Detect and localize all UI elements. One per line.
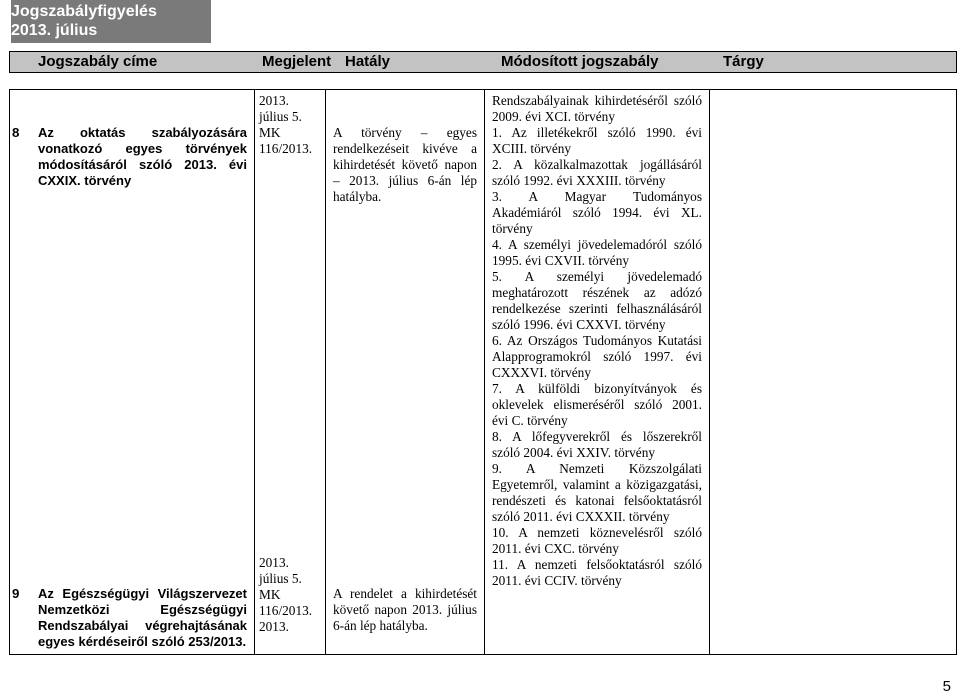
row-effect: A törvény – egyes rendelkezéseit kivéve a kihirdetését követő napon – 2013. július 6-án lép hatályba. [333,125,477,204]
header-amended: Módosított jogszabály [501,53,659,70]
header-subject: Tárgy [723,53,764,70]
row-effect: A rendelet a kihirdetését követő napon 2013. július 6-án lép hatályba. [333,586,477,633]
header-effect: Hatály [345,53,391,70]
header-published: Megjelent [262,53,332,70]
amended-item: 3. A Magyar Tudományos Akadémiáról szóló 1994. évi XL. törvény [492,189,702,236]
amended-item: 2. A közalkalmazottak jogállásáról szóló 1992. évi XXXIII. törvény [492,157,702,188]
row-number: 8 [12,125,20,140]
amended-item: 10. A nemzeti köznevelésről szóló 2011. évi CXC. törvény [492,525,702,556]
amended-item: Rendszabályainak kihirdetéséről szóló 2009. évi XCI. törvény [492,93,702,124]
table-bottom-border [9,654,957,655]
row-published: 2013. július 5. MK 116/2013. 2013. [259,555,313,634]
row-number: 9 [12,586,20,601]
col-divider-2 [325,89,326,655]
row-title: Az oktatás szabályozására vonatkozó egyes törvények módosításáról szóló 2013. évi CXXIX. törvény [38,125,247,188]
document-subtitle: 2013. július [11,22,98,39]
document-title-block [11,0,211,43]
header-title: Jogszabály címe [38,53,158,70]
amended-item: 7. A külföldi bizonyítványok és oklevelek elismeréséről szóló 2001. évi C. törvény [492,381,702,428]
amended-item: 11. A nemzeti felsőoktatásról szóló 2011. évi CCIV. törvény [492,557,702,588]
amended-item: 4. A személyi jövedelemadóról szóló 1995. évi CXVII. törvény [492,237,702,268]
table-left-border [9,89,10,655]
amended-item: 5. A személyi jövedelemadó meghatározott részének az adózó rendelkezése szerinti felhasználásáról szóló 1996. évi CXXVI. törvény [492,269,702,332]
table-top-border [9,89,957,90]
amended-item: 9. A Nemzeti Közszolgálati Egyetemről, valamint a közigazgatási, rendészeti és katonai felsőoktatásról szóló 2011. évi CXXXII. törvény [492,461,702,524]
table-header [9,51,957,73]
document-title: Jogszabályfigyelés [11,3,157,20]
col-divider-4 [709,89,710,655]
col-divider-3 [484,89,485,655]
table-right-border [956,89,957,655]
amended-item: 1. Az illetékekről szóló 1990. évi XCIII. törvény [492,125,702,156]
row-title: Az Egészségügyi Világszervezet Nemzetközi Egészségügyi Rendszabályai végrehajtásának egyes kérdéseiről szóló 253/2013. [38,586,247,649]
amended-item: 6. Az Országos Tudományos Kutatási Alapprogramokról szóló 1997. évi CXXXVI. törvény [492,333,702,380]
page-number: 5 [942,678,951,695]
row-amended-list [492,93,702,589]
row-published: 2013. július 5. MK 116/2013. [259,93,313,156]
col-divider-1 [254,89,255,655]
amended-item: 8. A lőfegyverekről és lőszerekről szóló 2004. évi XXIV. törvény [492,429,702,460]
